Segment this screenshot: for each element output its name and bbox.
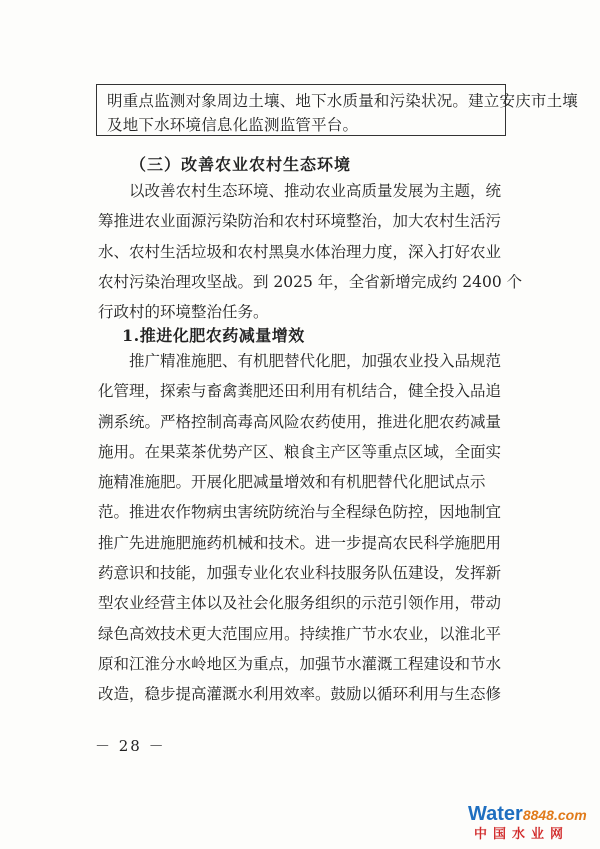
- watermark-brand: Water: [468, 803, 523, 825]
- paragraph-line: 绿色高效技术更大范围应用。持续推广节水农业，以淮北平: [98, 624, 502, 643]
- watermark-logo: [468, 804, 596, 846]
- watermark-number: 8848: [522, 807, 554, 823]
- watermark-brand-row: [468, 804, 596, 825]
- paragraph-line: 推广先进施肥施药机械和技术。进一步提高农民科学施肥用: [98, 533, 502, 552]
- watermark-suffix: .com: [553, 807, 587, 823]
- paragraph-line: 药意识和技能，加强专业化农业科技服务队伍建设，发挥新: [98, 564, 502, 583]
- section-title: （三）改善农业农村生态环境: [130, 155, 352, 174]
- paragraph-line: 施用。在果菜茶优势产区、粮食主产区等重点区域，全面实: [98, 442, 502, 461]
- paragraph-line: 水、农村生活垃圾和农村黑臭水体治理力度，深入打好农业: [98, 242, 502, 261]
- boxed-note-line: 及地下水环境信息化监测监管平台。: [107, 116, 359, 134]
- boxed-note-line: 明重点监测对象周边土壤、地下水质量和污染状况。建立安庆市土壤: [107, 92, 579, 110]
- section-paragraph: [98, 176, 523, 327]
- paragraph-line: 施精准施肥。开展化肥减量增效和有机肥替代化肥试点示: [98, 473, 486, 492]
- subsection-paragraph: [98, 346, 518, 710]
- paragraph-line: 改造，稳步提高灌溉水利用效率。鼓励以循环利用与生态修: [98, 685, 502, 704]
- paragraph-line: 推广精准施肥、有机肥替代化肥，加强农业投入品规范: [98, 352, 502, 370]
- boxed-note: [96, 84, 579, 136]
- paragraph-line: 筹推进农业面源污染防治和农村环境整治，加大农村生活污: [98, 212, 502, 231]
- paragraph-line: 溯系统。严格控制高毒高风险农药使用，推进化肥农药减量: [98, 412, 502, 431]
- paragraph-line: 范。推进农作物病虫害统防统治与全程绿色防控，因地制宜: [98, 503, 502, 522]
- paragraph-line: 行政村的环境整治任务。: [98, 303, 269, 322]
- paragraph-line: 原和江淮分水岭地区为重点，加强节水灌溉工程建设和节水: [98, 654, 502, 673]
- watermark-cn: 中国水业网: [474, 827, 570, 842]
- subsection-title: 1.推进化肥农药减量增效: [122, 326, 305, 345]
- paragraph-line: 化管理，探索与畜禽粪肥还田利用有机结合，健全投入品追: [98, 382, 502, 401]
- paragraph-line: 农村污染治理攻坚战。到 2025 年，全省新增完成约 2400 个: [98, 272, 523, 291]
- paragraph-line: 以改善农村生态环境、推动农业高质量发展为主题，统: [98, 182, 502, 200]
- page-number: － 28 －: [95, 737, 166, 755]
- paragraph-line: 型农业经营主体以及社会化服务组织的示范引领作用，带动: [98, 594, 502, 613]
